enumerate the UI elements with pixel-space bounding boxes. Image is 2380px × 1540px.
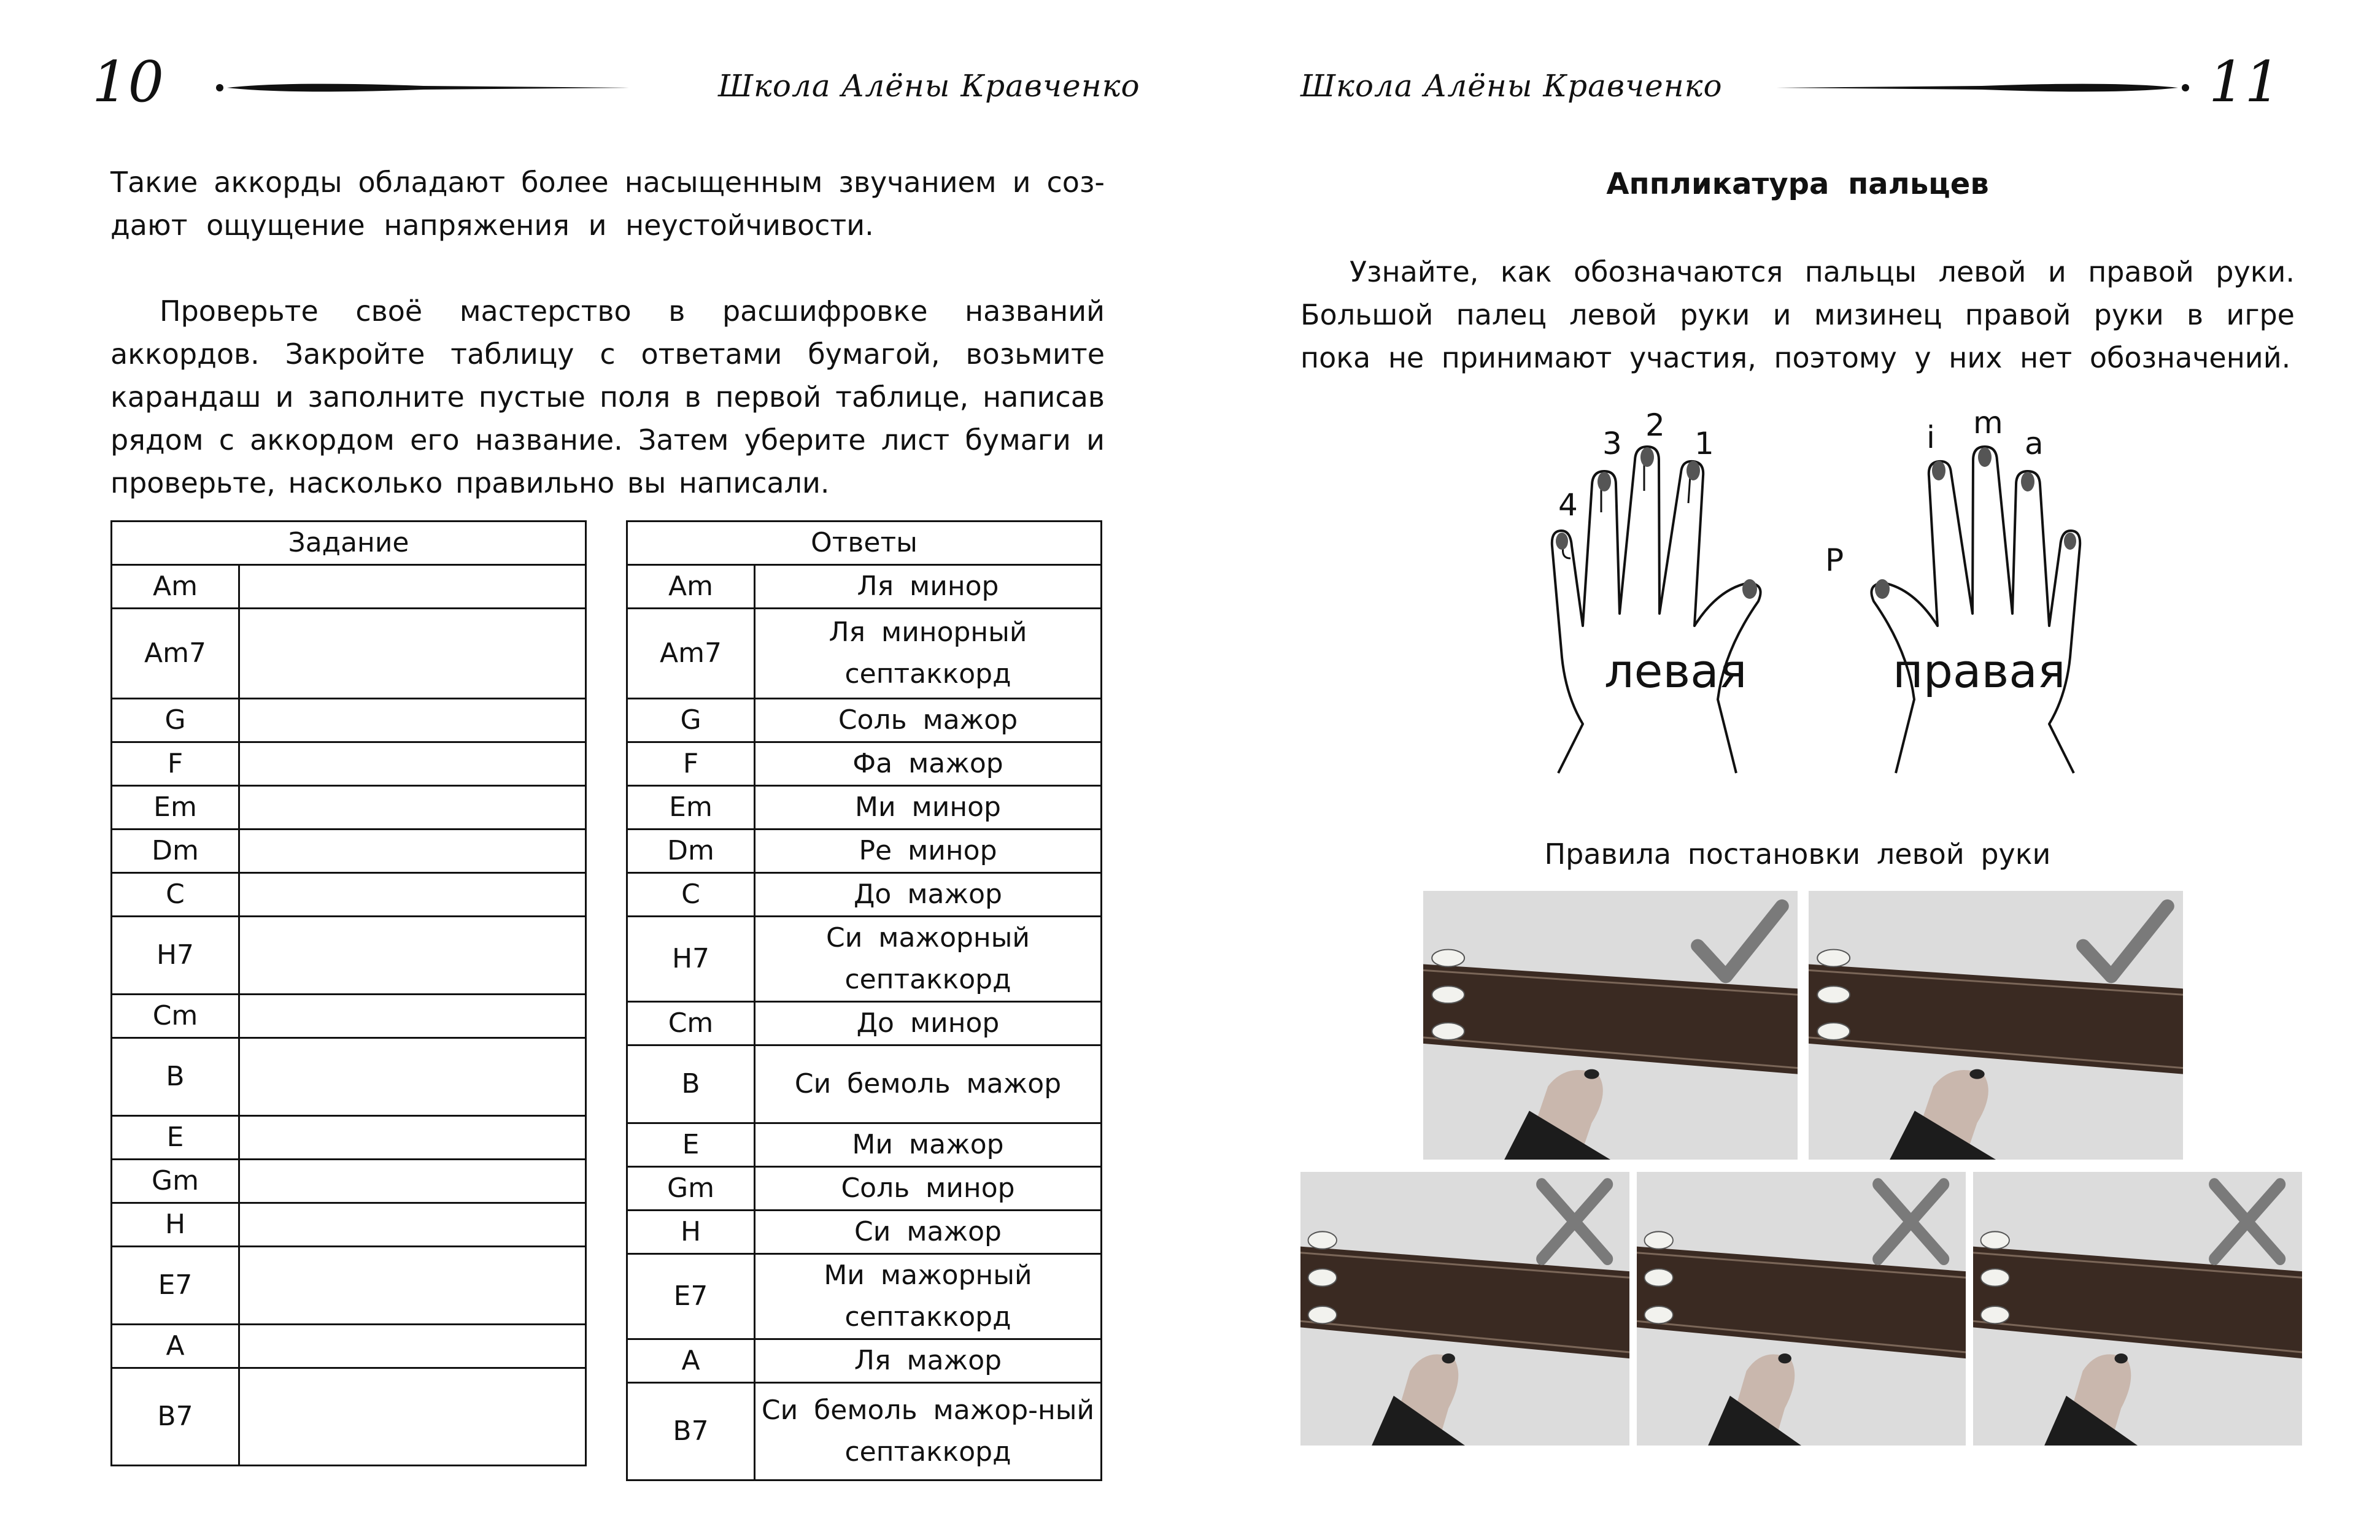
task-answer-blank[interactable] (239, 1203, 586, 1247)
task-row (112, 1325, 586, 1368)
task-row (112, 830, 586, 873)
guitar-photo-illustration (1423, 891, 1798, 1160)
task-chord-cell: Gm (112, 1160, 239, 1203)
intro-line-1: Такие аккорды обладают более насыщенным звучанием и соз- (110, 166, 1105, 199)
right-hand-word: правая (1893, 644, 2066, 698)
running-head: Школа Алёны Кравченко (718, 68, 1140, 104)
task-answer-blank[interactable] (239, 1038, 586, 1116)
answers-name-cell: Си мажор (755, 1211, 1102, 1254)
answers-row (627, 1254, 1102, 1339)
photo-incorrect-2 (1637, 1172, 1966, 1446)
right-page (1190, 0, 2380, 1540)
running-head: Школа Алёны Кравченко (1300, 68, 1723, 104)
left-hand-drawing (1552, 447, 1761, 773)
answers-row (627, 1383, 1102, 1480)
answers-row (627, 1002, 1102, 1045)
task-answer-blank[interactable] (239, 1368, 586, 1466)
task-chord-cell: H (112, 1203, 239, 1247)
answers-chord-cell: C (627, 873, 755, 917)
task-row (112, 1203, 586, 1247)
answers-row (627, 1167, 1102, 1211)
page-number: 11 (2209, 49, 2281, 115)
header-flourish (215, 79, 632, 97)
answers-chord-cell: Dm (627, 830, 755, 873)
guitar-photo-illustration (1300, 1172, 1629, 1446)
task-row (112, 1247, 586, 1325)
photo-correct-2 (1809, 891, 2183, 1160)
task-table (110, 520, 587, 1466)
answers-name-cell: Си бемоль мажор (755, 1045, 1102, 1123)
task-chord-cell: G (112, 699, 239, 742)
answers-name-cell: До минор (755, 1002, 1102, 1045)
answers-chord-cell: B7 (627, 1383, 755, 1480)
task-row (112, 1368, 586, 1466)
answers-row (627, 742, 1102, 786)
answers-name-cell: Соль мажор (755, 699, 1102, 742)
left-finger-4-label: 4 (1558, 487, 1578, 523)
answers-row (627, 565, 1102, 609)
right-hand-drawing (1871, 447, 2080, 773)
task-chord-cell: H7 (112, 917, 239, 995)
task-chord-cell: E7 (112, 1247, 239, 1325)
header-flourish (1773, 79, 2190, 97)
task-chord-cell: F (112, 742, 239, 786)
task-answer-blank[interactable] (239, 830, 586, 873)
task-row (112, 609, 586, 699)
task-row (112, 1160, 586, 1203)
answers-name-cell: Ми мажорный септаккорд (755, 1254, 1102, 1339)
photo-correct-1 (1423, 891, 1798, 1160)
answers-chord-cell: G (627, 699, 755, 742)
answers-name-cell: Ре минор (755, 830, 1102, 873)
answers-chord-cell: Am7 (627, 609, 755, 699)
answers-row (627, 699, 1102, 742)
task-answer-blank[interactable] (239, 873, 586, 917)
answers-name-cell: Си мажорный септаккорд (755, 917, 1102, 1002)
task-chord-cell: E (112, 1116, 239, 1160)
task-chord-cell: Am (112, 565, 239, 609)
answers-name-cell: Ля минор (755, 565, 1102, 609)
answers-row (627, 1211, 1102, 1254)
task-row (112, 786, 586, 830)
task-answer-blank[interactable] (239, 699, 586, 742)
task-table-header: Задание (112, 522, 586, 565)
answers-chord-cell: Cm (627, 1002, 755, 1045)
answers-name-cell: До мажор (755, 873, 1102, 917)
hands-diagram (1534, 405, 2098, 785)
photo-incorrect-3 (1973, 1172, 2302, 1446)
task-chord-cell: Cm (112, 995, 239, 1038)
task-answer-blank[interactable] (239, 786, 586, 830)
task-answer-blank[interactable] (239, 565, 586, 609)
task-chord-cell: Em (112, 786, 239, 830)
answers-chord-cell: Em (627, 786, 755, 830)
task-row (112, 565, 586, 609)
answers-row (627, 1339, 1102, 1383)
task-answer-blank[interactable] (239, 917, 586, 995)
answers-chord-cell: E7 (627, 1254, 755, 1339)
left-finger-3-label: 3 (1602, 426, 1622, 461)
answers-chord-cell: H (627, 1211, 755, 1254)
answers-chord-cell: Am (627, 565, 755, 609)
answers-chord-cell: A (627, 1339, 755, 1383)
task-chord-cell: Am7 (112, 609, 239, 699)
answers-name-cell: Фа мажор (755, 742, 1102, 786)
intro-line-2: дают ощущение напряжения и неустойчивости. (110, 209, 874, 242)
photo-incorrect-1 (1300, 1172, 1629, 1446)
answers-row (627, 917, 1102, 1002)
answers-row (627, 830, 1102, 873)
answers-chord-cell: E (627, 1123, 755, 1167)
task-row (112, 917, 586, 995)
task-answer-blank[interactable] (239, 742, 586, 786)
task-chord-cell: B (112, 1038, 239, 1116)
left-finger-2-label: 2 (1645, 407, 1665, 443)
task-chord-cell: B7 (112, 1368, 239, 1466)
answers-row (627, 1123, 1102, 1167)
right-finger-m-label: m (1973, 405, 2003, 441)
guitar-photo-illustration (1973, 1172, 2302, 1446)
answers-name-cell: Ля мажор (755, 1339, 1102, 1383)
fingering-paragraph: Узнайте, как обозначаются пальцы левой и правой руки. Большой палец левой руки и мизинец правой руки в игре пока не принимают участия, поэтому у них нет обозначений. (1300, 255, 2295, 374)
task-row (112, 995, 586, 1038)
left-finger-1-label: 1 (1694, 426, 1714, 461)
answers-name-cell: Соль минор (755, 1167, 1102, 1211)
page-number: 10 (92, 49, 164, 115)
answers-table-header: Ответы (627, 522, 1102, 565)
task-row (112, 1116, 586, 1160)
guitar-photo-illustration (1809, 891, 2183, 1160)
answers-row (627, 1045, 1102, 1123)
task-answer-blank[interactable] (239, 1325, 586, 1368)
task-answer-blank[interactable] (239, 1160, 586, 1203)
task-row (112, 742, 586, 786)
answers-chord-cell: H7 (627, 917, 755, 1002)
answers-chord-cell: F (627, 742, 755, 786)
answers-row (627, 873, 1102, 917)
answers-name-cell: Ми минор (755, 786, 1102, 830)
task-chord-cell: Dm (112, 830, 239, 873)
task-answer-blank[interactable] (239, 609, 586, 699)
task-answer-blank[interactable] (239, 1116, 586, 1160)
answers-name-cell: Си бемоль мажор-ный септаккорд (755, 1383, 1102, 1480)
answers-row (627, 609, 1102, 699)
right-finger-p-label: P (1825, 542, 1844, 578)
task-chord-cell: C (112, 873, 239, 917)
task-row (112, 873, 586, 917)
left-hand-word: левая (1604, 644, 1747, 698)
task-answer-blank[interactable] (239, 1247, 586, 1325)
section-title: Аппликатура пальцев (1606, 167, 1989, 201)
right-finger-a-label: a (2025, 426, 2044, 461)
task-row (112, 699, 586, 742)
answers-chord-cell: B (627, 1045, 755, 1123)
answers-chord-cell: Gm (627, 1167, 755, 1211)
right-finger-i-label: i (1926, 420, 1935, 455)
task-chord-cell: A (112, 1325, 239, 1368)
instructions-paragraph: Проверьте своё мастерство в расшифровке названий аккордов. Закройте таблицу с ответами бумагой, возьмите карандаш и заполните пустые поля в первой таблице, написав рядом с аккордом его название. Затем уберите лист бумаги и проверьте, насколько правильно вы написали. (110, 295, 1105, 499)
task-answer-blank[interactable] (239, 995, 586, 1038)
photos-caption: Правила постановки левой руки (1544, 837, 2051, 871)
answers-name-cell: Ми мажор (755, 1123, 1102, 1167)
answers-name-cell: Ля минорный септаккорд (755, 609, 1102, 699)
answers-row (627, 786, 1102, 830)
guitar-photo-illustration (1637, 1172, 1966, 1446)
answers-table (626, 520, 1102, 1481)
task-row (112, 1038, 586, 1116)
